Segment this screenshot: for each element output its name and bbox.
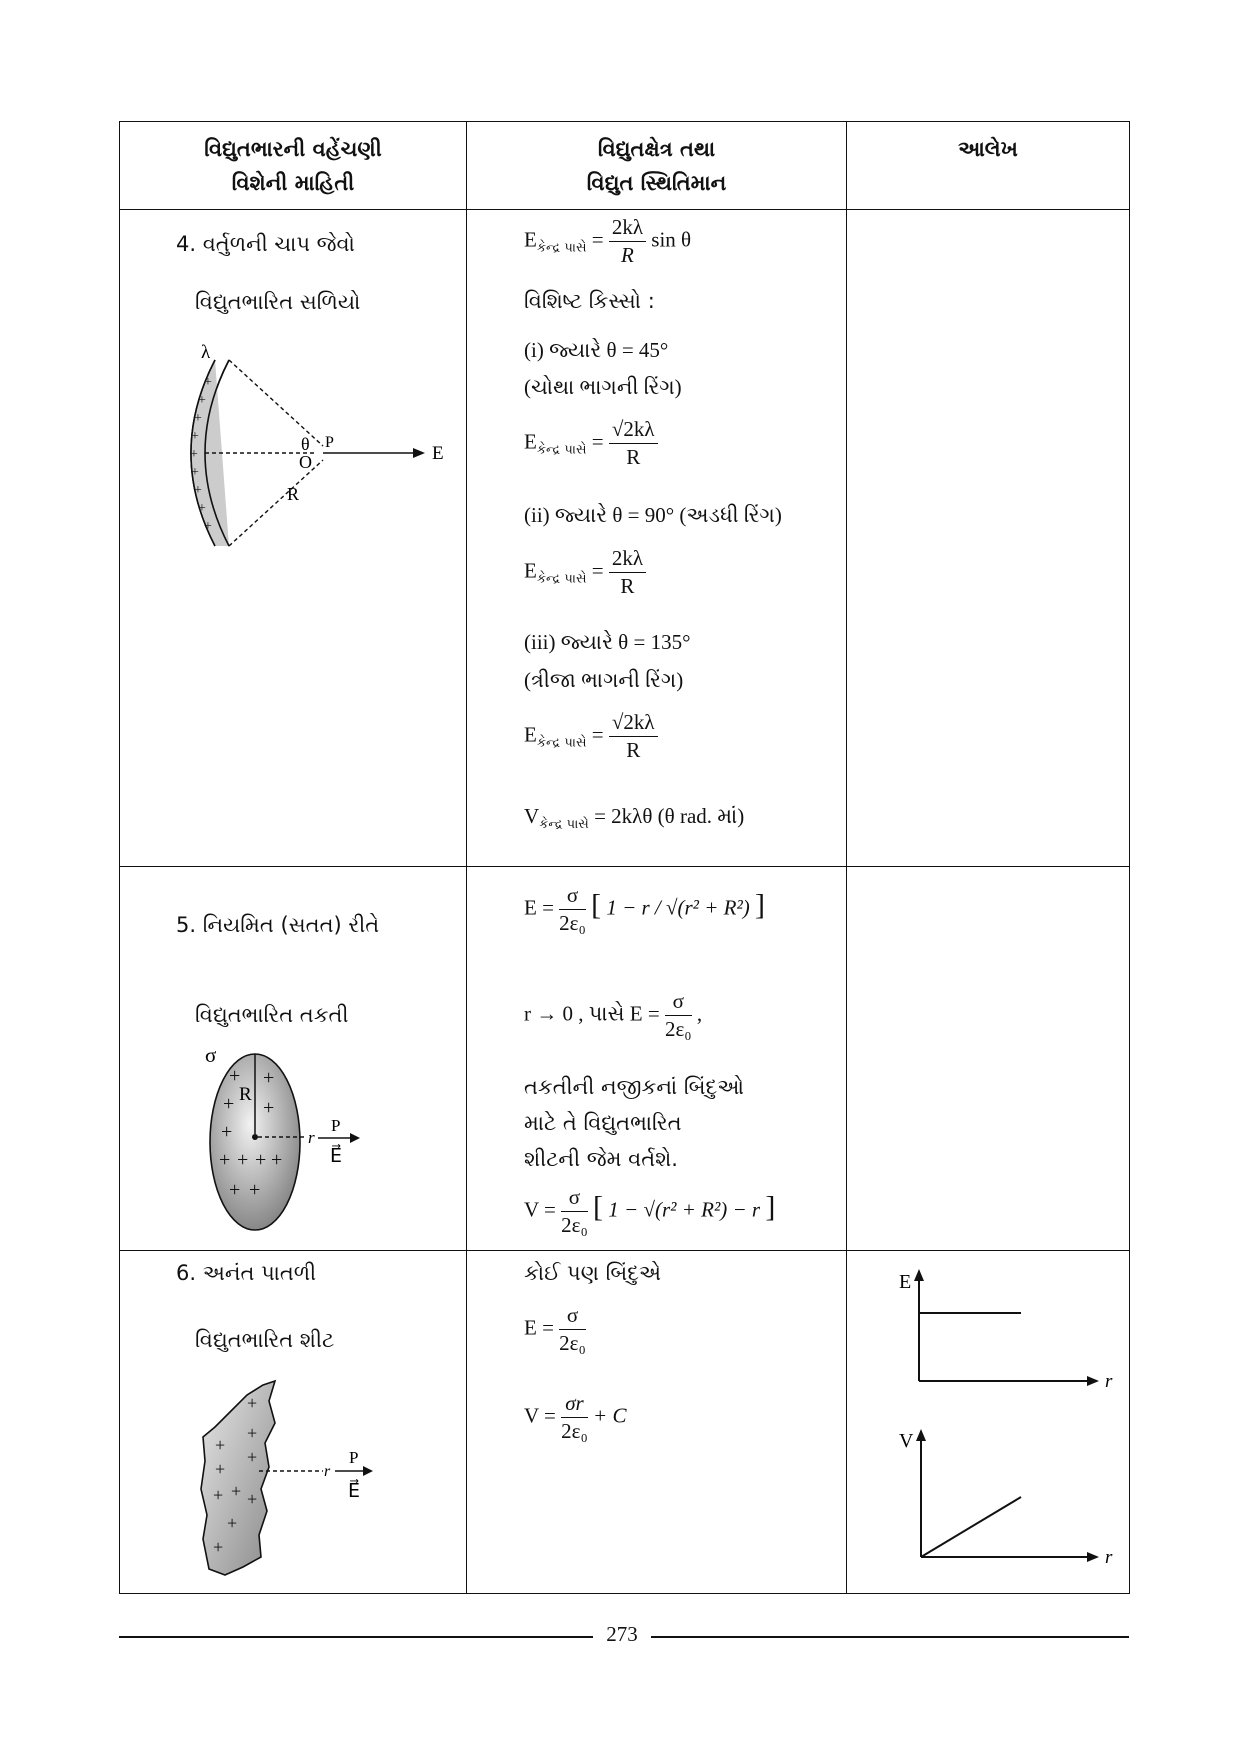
arc-o-label: O <box>299 452 312 472</box>
svg-text:+: + <box>247 1489 258 1509</box>
two-epsilon: 2ε₀ <box>559 1331 586 1355</box>
plus-c: + C <box>593 1403 627 1428</box>
e-vs-r-graph <box>887 1261 1117 1391</box>
svg-text:+: + <box>194 411 202 426</box>
e-equals: E = <box>524 1315 554 1340</box>
svg-text:+: + <box>237 1149 249 1171</box>
row5-description <box>120 867 467 1251</box>
header-col2-line1: વિદ્યુતક્ષેત્ર તથા <box>597 137 716 161</box>
two-epsilon: 2ε₀ <box>561 1419 588 1443</box>
center-subscript: કેન્દ્ર પાસે <box>536 735 587 751</box>
svg-text:+: + <box>227 1513 238 1533</box>
sheet-figure <box>195 1379 385 1579</box>
v-equals: V = <box>524 1197 556 1222</box>
row6-description <box>120 1251 467 1594</box>
row5-graph-empty <box>847 867 1130 1251</box>
header-charge-distribution <box>120 122 467 210</box>
disc-note-line1: તકતીની નજીકનાં બિંદુઓ <box>524 1075 744 1099</box>
svg-text:+: + <box>229 1065 241 1087</box>
row6-title-line1: 6. અનંત પાતળી <box>176 1261 317 1285</box>
case3-note: (ત્રીજા ભાગની રિંગ) <box>524 668 684 692</box>
disc-p-label: P <box>331 1116 341 1135</box>
svg-text:+: + <box>194 483 202 498</box>
header-field-potential <box>467 122 847 210</box>
svg-text:+: + <box>229 1179 241 1201</box>
sigma: σ <box>665 989 692 1016</box>
row4-description <box>120 210 467 867</box>
special-cases-label: વિશિષ્ટ કિસ્સો : <box>524 289 655 313</box>
eq4-numerator: √2kλ <box>609 710 658 737</box>
disc-r-radius-label: R <box>239 1084 252 1105</box>
svg-text:+: + <box>255 1149 267 1171</box>
two-epsilon: 2ε₀ <box>664 1017 692 1041</box>
footer-rule-right <box>651 1636 1129 1638</box>
arc-theta-label: θ <box>301 434 310 454</box>
row5-equations <box>467 867 847 1251</box>
svg-text:+: + <box>263 1067 275 1089</box>
row4-potential <box>524 804 744 832</box>
case2: (ii) જ્યારે θ = 90° (અડધી રિંગ) <box>524 503 782 527</box>
sigma-r: σr <box>561 1391 588 1418</box>
eq1-numerator: 2kλ <box>609 215 646 242</box>
row4-eq2: $E_{કેન્દ્ર પાસે}$ = $\frac{√2k\lambda}{R}$ <box>524 417 658 470</box>
svg-text:+: + <box>204 519 212 534</box>
eq2-denominator: R <box>626 445 641 469</box>
v-symbol: V <box>524 804 540 828</box>
sigma: σ <box>559 1303 586 1330</box>
graph1-y-label: E <box>899 1271 912 1293</box>
row-disc <box>120 867 1130 1251</box>
sheet-p-label: P <box>349 1448 359 1467</box>
header-col1-line2: વિશેની માહિતી <box>231 171 355 195</box>
center-subscript: કેન્દ્ર પાસે <box>539 817 589 832</box>
header-col2-line2: વિદ્યુત સ્થિતિમાન <box>586 171 727 195</box>
svg-text:+: + <box>215 1459 226 1479</box>
row6-equations <box>467 1251 847 1594</box>
graph2-x-label: r <box>1105 1547 1113 1568</box>
footer-rule-left <box>119 1636 593 1638</box>
svg-text:+: + <box>271 1149 283 1171</box>
row4-eq4: $E_{કેન્દ્ર પાસે}$ = $\frac{√2k\lambda}{R}$ <box>524 710 658 763</box>
sheet-e-label: E⃗ <box>348 1481 361 1502</box>
center-subscript: કેન્દ્ર પાસે <box>536 571 587 587</box>
e-symbol: E <box>524 429 537 454</box>
svg-text:+: + <box>263 1097 275 1119</box>
svg-text:+: + <box>219 1149 231 1171</box>
arc-r-label: R <box>287 484 300 504</box>
limit-text: r → 0 , પાસે E = <box>524 1001 660 1026</box>
svg-text:+: + <box>191 465 199 480</box>
row5-title-line2: વિદ્યુતભારિત તકતી <box>195 1003 349 1027</box>
row5-title-line1: 5. નિયમિત (સતત) રીતે <box>176 913 380 937</box>
row-sheet <box>120 1251 1130 1594</box>
potential-equation: = 2kλθ (θ rad. માં) <box>594 804 745 828</box>
eq1-denominator: R <box>621 243 634 267</box>
e-symbol: E <box>524 227 537 252</box>
row6-eq2 <box>524 1391 626 1444</box>
disc-e-label: E⃗ <box>330 1146 343 1167</box>
sigma: σ <box>559 883 586 910</box>
svg-text:+: + <box>191 429 199 444</box>
disc-note-line2: માટે તે વિદ્યુતભારિત <box>524 1111 682 1135</box>
eq3-denominator: R <box>620 574 635 598</box>
svg-text:+: + <box>249 1179 261 1201</box>
svg-text:+: + <box>204 375 212 390</box>
at-any-point: કોઈ પણ બિંદુએ <box>524 1261 662 1285</box>
svg-text:+: + <box>223 1093 235 1115</box>
arc-p-label: P <box>325 434 334 451</box>
row5-eq2: V = $\frac{\sigma}{\text{2ε₀}}$ [ 1 − √(r² + R²) − r ] <box>524 1185 776 1237</box>
two-epsilon: 2ε₀ <box>561 1213 588 1237</box>
disc-sigma-label: σ <box>205 1043 217 1067</box>
svg-text:+: + <box>213 1485 224 1505</box>
center-subscript: કેન્દ્ર પાસે <box>536 442 587 458</box>
svg-text:+: + <box>247 1447 258 1467</box>
row5-limit <box>524 989 702 1042</box>
row4-title-line1: 4. વર્તુળની ચાપ જેવો <box>176 232 355 256</box>
svg-text:+: + <box>198 501 206 516</box>
sheet-r-label: r <box>324 1463 331 1480</box>
case3: (iii) જ્યારે θ = 135° <box>524 630 691 654</box>
v-equals: V = <box>524 1403 556 1428</box>
e-symbol: E <box>524 558 537 583</box>
case1-note: (ચોથા ભાગની રિંગ) <box>524 375 682 399</box>
disc-r-label: r <box>308 1128 315 1147</box>
sigma: σ <box>561 1185 588 1212</box>
two-epsilon: 2ε₀ <box>559 911 586 935</box>
row5-eq1: E = $\frac{\sigma}{\text{2ε₀}}$ [ 1 − r / √(r² + R²) ] <box>524 883 766 935</box>
eq2-bracket: 1 − √(r² + R²) − r <box>608 1197 761 1222</box>
eq4-denominator: R <box>626 738 641 762</box>
svg-text:+: + <box>198 393 206 408</box>
eq3-numerator: 2kλ <box>609 546 646 573</box>
e-symbol: E <box>524 722 537 747</box>
svg-text:+: + <box>221 1121 233 1143</box>
limit-tail: , <box>696 1001 703 1026</box>
header-row <box>120 122 1130 210</box>
row-arc-rod <box>120 210 1130 867</box>
svg-text:+: + <box>231 1481 242 1501</box>
row4-equations <box>467 210 847 867</box>
header-col3: આલેખ <box>958 137 1018 161</box>
header-col1-line1: વિદ્યુતભારની વહેંચણી <box>204 137 382 161</box>
svg-text:+: + <box>247 1423 258 1443</box>
row4-eq3: $E_{કેન્દ્ર પાસે}$ = $\frac{2k\lambda}{R}$ <box>524 546 646 599</box>
disc-note-line3: શીટની જેમ વર્તશે. <box>524 1147 678 1171</box>
row6-graphs <box>847 1251 1130 1594</box>
row4-eq1: $E_{કેન્દ્ર પાસે}$ = $\frac{2k\lambda}{R}$ sin θ <box>524 215 692 267</box>
row6-title-line2: વિદ્યુતભારિત શીટ <box>195 1328 335 1352</box>
arc-rod-figure <box>175 338 444 548</box>
svg-text:+: + <box>213 1537 224 1557</box>
row4-graph-empty <box>847 210 1130 867</box>
arc-e-label: E <box>432 443 444 464</box>
physics-table <box>119 121 1130 1594</box>
eq2-numerator: √2kλ <box>609 417 658 444</box>
case1: (i) જ્યારે θ = 45° <box>524 338 669 362</box>
eq1-bracket: 1 − r / √(r² + R²) <box>606 895 750 920</box>
page-number: 273 <box>606 1622 638 1646</box>
svg-text:+: + <box>247 1393 258 1413</box>
e-equals: E = <box>524 895 554 920</box>
graph1-x-label: r <box>1105 1371 1113 1392</box>
arc-lambda-label: λ <box>201 342 211 363</box>
center-subscript: કેન્દ્ર પાસે <box>536 240 587 256</box>
disc-figure <box>205 1042 395 1232</box>
graph2-y-label: V <box>899 1430 914 1452</box>
v-vs-r-graph <box>887 1419 1117 1579</box>
header-graph <box>847 122 1130 210</box>
row4-title-line2: વિદ્યુતભારિત સળિયો <box>195 290 361 314</box>
row6-eq1 <box>524 1303 586 1356</box>
svg-text:+: + <box>215 1435 226 1455</box>
svg-text:+: + <box>190 447 198 462</box>
eq1-tail: sin θ <box>651 227 692 252</box>
